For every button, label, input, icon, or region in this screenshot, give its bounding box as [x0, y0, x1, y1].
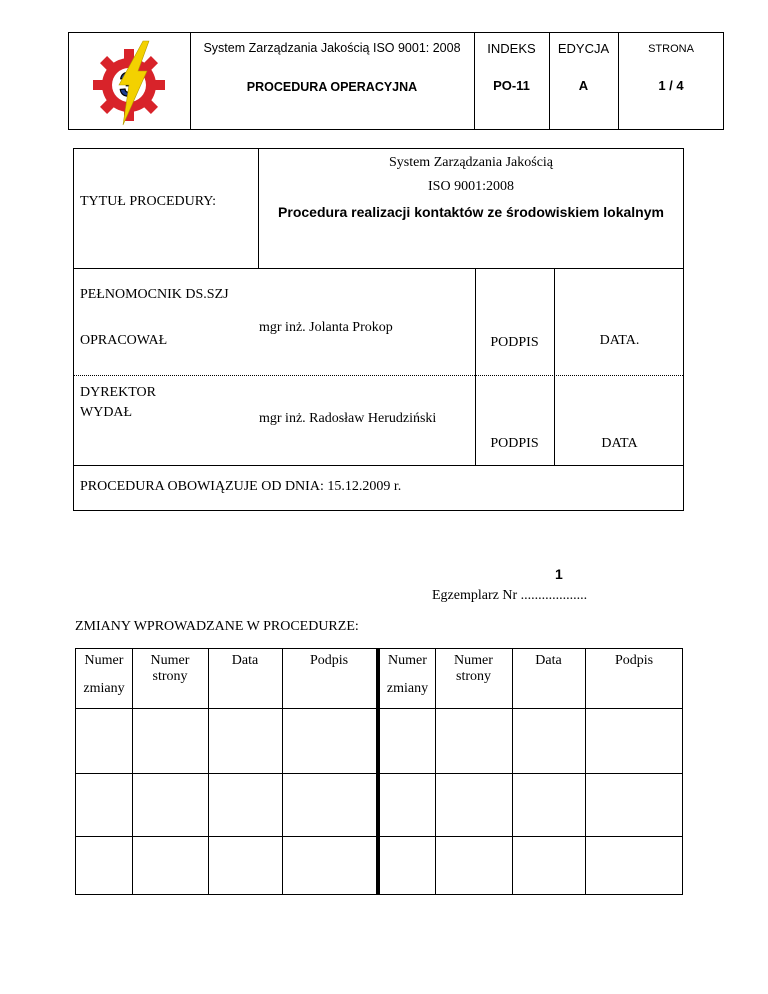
- col-header-signature: Podpis: [309, 653, 349, 668]
- company-gear-logo: [83, 39, 175, 127]
- col-header-change-number-line1: Numer: [84, 653, 124, 668]
- col-header-change-number-line2: zmiany: [83, 681, 125, 696]
- col-header-page-number-2-line1: Numer: [454, 653, 493, 668]
- document-header: [68, 32, 724, 130]
- signature-label-1: PODPIS: [490, 335, 539, 350]
- col-header-change-number-2-line2: zmiany: [386, 681, 429, 696]
- system-title: System Zarządzania Jakością ISO 9001: 2008: [203, 41, 461, 55]
- col-header-page-number-line1: Numer: [150, 653, 190, 668]
- edition-value: A: [578, 78, 589, 93]
- page-value: 1 / 4: [658, 78, 684, 93]
- col-header-signature-2: Podpis: [614, 653, 654, 668]
- prepared-name: mgr inż. Jolanta Prokop: [259, 320, 393, 335]
- plenipotentiary-label: PEŁNOMOCNIK DS.SZJ: [80, 287, 229, 302]
- prepared-label: OPRACOWAŁ: [80, 333, 168, 348]
- col-header-page-number-line2: strony: [152, 669, 188, 684]
- issued-label: WYDAŁ: [80, 405, 133, 420]
- changes-heading: ZMIANY WPROWADZANE W PROCEDURZE:: [75, 619, 359, 634]
- procedure-title-block: [73, 148, 684, 511]
- col-header-page-number-2-line2: strony: [456, 669, 491, 684]
- document-type: PROCEDURA OPERACYJNA: [246, 80, 418, 94]
- issued-name: mgr inż. Radosław Herudziński: [259, 411, 437, 426]
- date-label-2: DATA: [601, 436, 638, 451]
- director-label: DYREKTOR: [80, 385, 156, 400]
- copy-label: Egzemplarz Nr ...................: [432, 588, 588, 603]
- col-header-change-number-2-line1: Numer: [388, 653, 427, 668]
- edition-label: EDYCJA: [557, 41, 610, 56]
- index-label: INDEKS: [487, 41, 536, 56]
- date-label-1: DATA.: [599, 333, 640, 348]
- effective-date-text: PROCEDURA OBOWIĄZUJE OD DNIA: 15.12.2009 r.: [80, 479, 402, 494]
- procedure-title: Procedura realizacji kontaktów ze środowiskiem lokalnym: [278, 204, 664, 220]
- system-line-2: ISO 9001:2008: [428, 179, 514, 194]
- system-line-1: System Zarządzania Jakością: [388, 155, 554, 170]
- page-label: STRONA: [648, 43, 694, 55]
- title-label: TYTUŁ PROCEDURY:: [80, 194, 217, 209]
- copy-number: 1: [555, 566, 563, 582]
- index-value: PO-11: [493, 78, 530, 93]
- changes-table: [75, 648, 683, 895]
- col-header-date-2: Data: [535, 653, 562, 668]
- signature-label-2: PODPIS: [490, 436, 539, 451]
- col-header-date: Data: [231, 653, 259, 668]
